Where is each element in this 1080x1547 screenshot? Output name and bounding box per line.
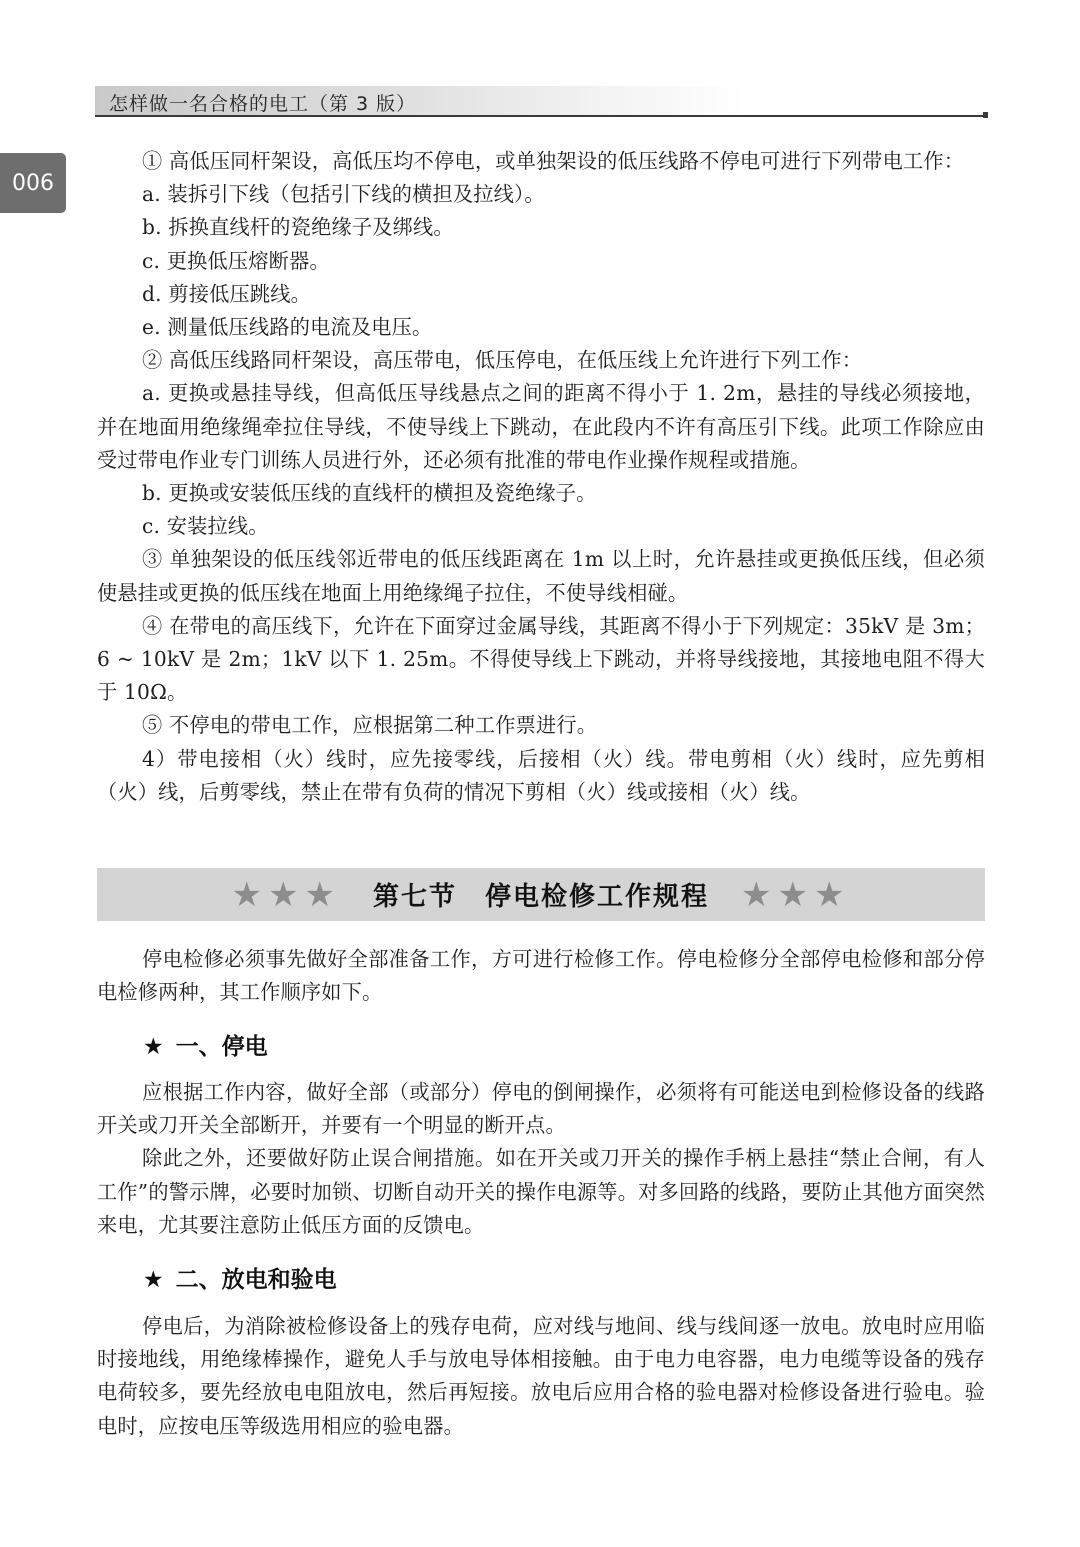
paragraph: 除此之外，还要做好防止误合闸措施。如在开关或刀开关的操作手柄上悬挂“禁止合闸，有人工作”的警示牌，必要时加锁、切断自动开关的操作电源等。对多回路的线路，要防止其他方面突然来电，尤其要注意防止低压方面的反馈电。 xyxy=(97,1146,985,1237)
book-title: 怎样做一名合格的电工（第 3 版） xyxy=(109,93,417,115)
paragraph: 停电检修必须事先做好全部准备工作，方可进行检修工作。停电检修分全部停电检修和部分停电检修两种，其工作顺序如下。 xyxy=(97,947,985,1005)
subsection-title: 二、放电和验电 xyxy=(175,1267,337,1293)
text-block-2 xyxy=(97,1076,985,1242)
paragraph: c. 安装拉线。 xyxy=(142,514,269,539)
header-rule xyxy=(95,115,988,117)
page-number-tab xyxy=(0,153,66,213)
section-title: 第七节 停电检修工作规程 xyxy=(372,882,709,912)
text-block-1 xyxy=(97,145,985,809)
subsection-title: 一、停电 xyxy=(175,1034,268,1060)
text-block-3 xyxy=(97,1310,985,1443)
page-number: 006 xyxy=(12,170,54,196)
paragraph: c. 更换低压熔断器。 xyxy=(142,248,330,273)
stars-left-icon: ★★★ xyxy=(231,874,341,915)
intro-block xyxy=(97,943,985,1009)
star-icon: ★ xyxy=(143,1267,164,1293)
paragraph: ③ 单独架设的低压线邻近带电的低压线距离在 1m 以上时，允许悬挂或更换低压线，但必须使悬挂或更换的低压线在地面上用绝缘绳子拉住，不使导线相碰。 xyxy=(97,547,985,605)
stars-right-icon: ★★★ xyxy=(741,874,851,915)
paragraph: a. 更换或悬挂导线，但高低压导线悬点之间的距离不得小于 1. 2m，悬挂的导线必须接地，并在地面用绝缘绳牵拉住导线，不使导线上下跳动，在此段内不许有高压引下线。此项工作除应由受过带电作业专门训练人员进行外，还必须有批准的带电作业操作规程或措施。 xyxy=(97,381,985,472)
paragraph: 应根据工作内容，做好全部（或部分）停电的倒闸操作，必须将有可能送电到检修设备的线路开关或刀开关全部断开，并要有一个明显的断开点。 xyxy=(97,1080,985,1138)
star-icon: ★ xyxy=(143,1034,164,1060)
subsection-heading-1 xyxy=(143,1028,268,1061)
header-rule-end xyxy=(983,112,988,118)
paragraph: 4）带电接相（火）线时，应先接零线，后接相（火）线。带电剪相（火）线时，应先剪相（火）线，后剪零线，禁止在带有负荷的情况下剪相（火）线或接相（火）线。 xyxy=(97,746,985,804)
paragraph: ④ 在带电的高压线下，允许在下面穿过金属导线，其距离不得小于下列规定：35kV 是 3m；6 ~ 10kV 是 2m；1kV 以下 1. 25m。不得使导线上下跳动，并将导线接地，其接地电阻不得大于 10Ω。 xyxy=(97,613,985,705)
paragraph: b. 拆换直线杆的瓷绝缘子及绑线。 xyxy=(142,215,454,240)
paragraph: a. 装拆引下线（包括引下线的横担及拉线）。 xyxy=(142,182,545,207)
paragraph: 停电后，为消除被检修设备上的残存电荷，应对线与地间、线与线间逐一放电。放电时应用临时接地线，用绝缘棒操作，避免人手与放电导体相接触。由于电力电容器，电力电缆等设备的残存电荷较多，要先经放电电阻放电，然后再短接。放电后应用合格的验电器对检修设备进行验电。验电时，应按电压等级选用相应的验电器。 xyxy=(97,1314,985,1438)
paragraph: b. 更换或安装低压线的直线杆的横担及瓷绝缘子。 xyxy=(142,481,597,506)
paragraph: d. 剪接低压跳线。 xyxy=(142,281,312,306)
paragraph: e. 测量低压线路的电流及电压。 xyxy=(142,315,433,340)
paragraph: ① 高低压同杆架设，高低压均不停电，或单独架设的低压线路不停电可进行下列带电工作： xyxy=(142,149,965,173)
running-header xyxy=(95,86,988,118)
subsection-heading-2 xyxy=(143,1261,337,1294)
section-heading-bar xyxy=(97,868,985,921)
paragraph: ② 高低压线路同杆架设，高压带电，低压停电，在低压线上允许进行下列工作： xyxy=(142,348,863,373)
paragraph: ⑤ 不停电的带电工作，应根据第二种工作票进行。 xyxy=(142,713,598,738)
